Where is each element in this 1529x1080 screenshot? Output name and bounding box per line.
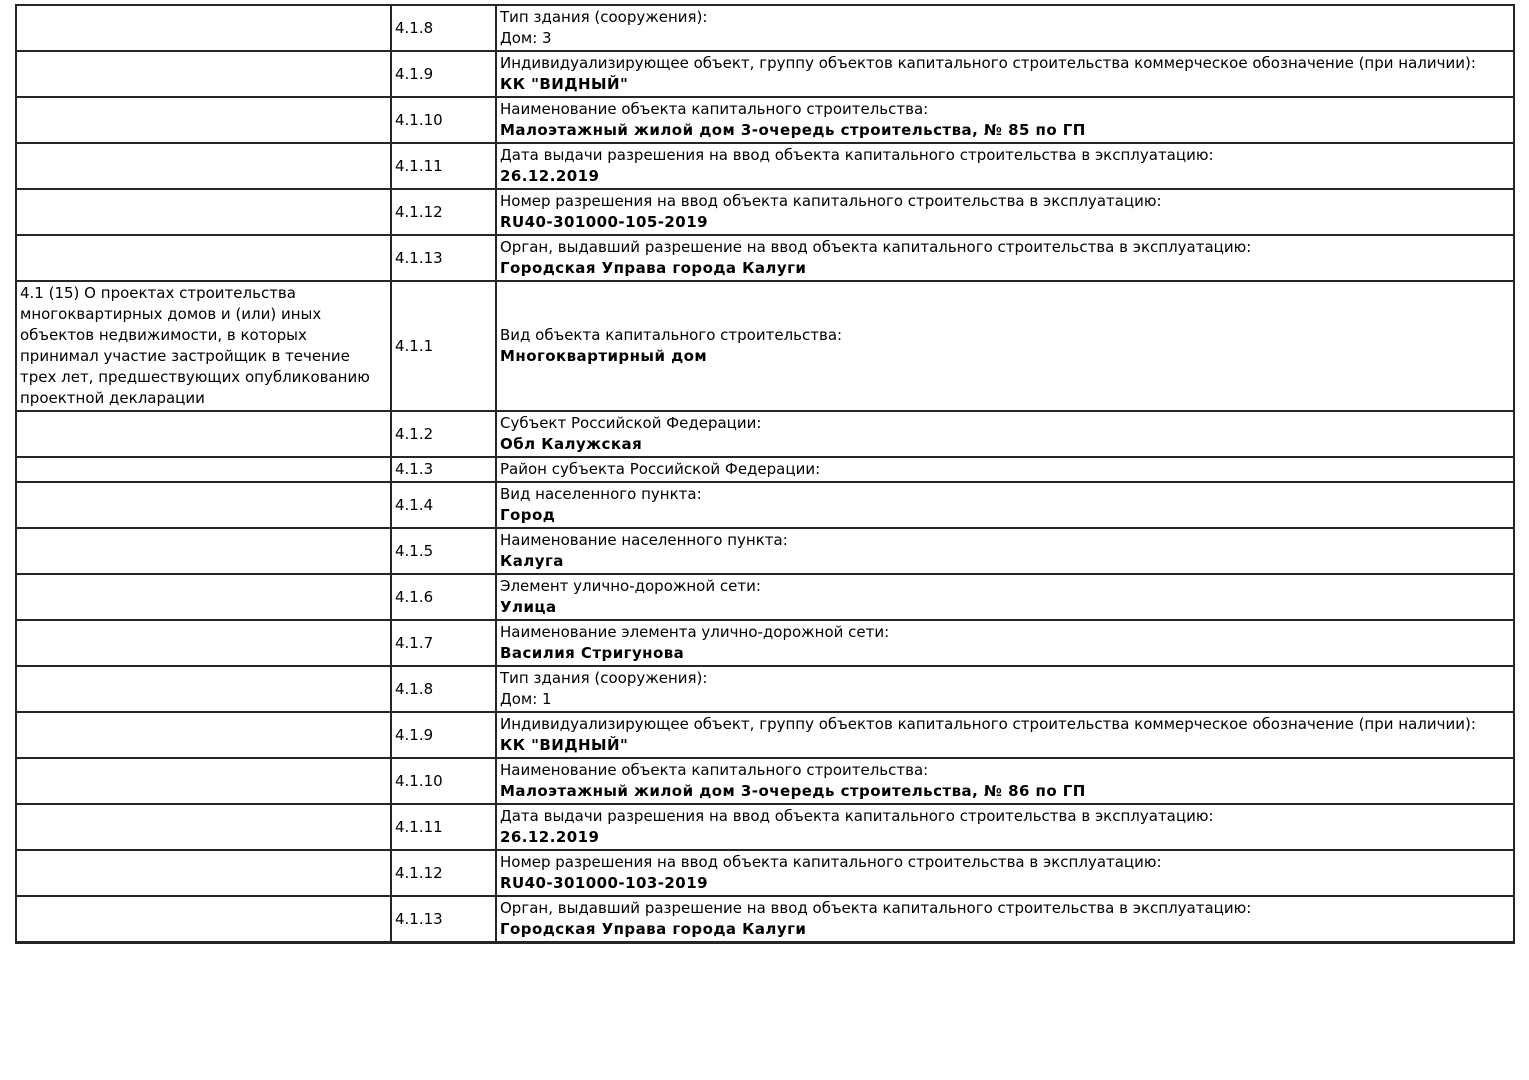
- value-cell: [496, 666, 1514, 712]
- item-number: 4.1.10: [395, 771, 443, 790]
- field-value: Дом: 3: [500, 29, 552, 47]
- item-number: 4.1.7: [395, 633, 434, 652]
- table-row: [16, 850, 1514, 896]
- section-cell: [16, 850, 391, 896]
- field-label: Наименование объекта капитального строительства:: [500, 100, 929, 118]
- item-number-cell: [391, 666, 496, 712]
- item-number-cell: [391, 574, 496, 620]
- table-row: [16, 235, 1514, 281]
- item-number-cell: [391, 97, 496, 143]
- value-cell: [496, 143, 1514, 189]
- section-cell: [16, 51, 391, 97]
- item-number-cell: [391, 758, 496, 804]
- item-number-cell: [391, 143, 496, 189]
- value-cell: [496, 758, 1514, 804]
- item-number-cell: [391, 5, 496, 51]
- field-label: Наименование населенного пункта:: [500, 531, 788, 549]
- item-number: 4.1.9: [395, 64, 434, 83]
- section-cell: [16, 143, 391, 189]
- field-label: Субъект Российской Федерации:: [500, 414, 762, 432]
- table-row: [16, 97, 1514, 143]
- project-declaration-table: [15, 4, 1515, 944]
- table-row: [16, 482, 1514, 528]
- table-row: [16, 528, 1514, 574]
- field-label: Дата выдачи разрешения на ввод объекта капитального строительства в эксплуатацию:: [500, 807, 1214, 825]
- item-number: 4.1.8: [395, 18, 434, 37]
- item-number-cell: [391, 896, 496, 943]
- field-label: Тип здания (сооружения):: [500, 669, 708, 687]
- section-cell: [16, 896, 391, 943]
- value-cell: [496, 896, 1514, 943]
- section-cell: [16, 620, 391, 666]
- declaration-table-body: [16, 5, 1514, 943]
- section-cell: [16, 758, 391, 804]
- item-number: 4.1.8: [395, 679, 434, 698]
- item-number-cell: [391, 482, 496, 528]
- field-label: Вид населенного пункта:: [500, 485, 702, 503]
- section-cell: [16, 5, 391, 51]
- section-cell: [16, 666, 391, 712]
- field-label: Номер разрешения на ввод объекта капитального строительства в эксплуатацию:: [500, 192, 1162, 210]
- item-number: 4.1.11: [395, 156, 443, 175]
- field-value: Калуга: [500, 552, 564, 570]
- field-value: RU40-301000-103-2019: [500, 874, 708, 892]
- table-row: [16, 5, 1514, 51]
- field-value: RU40-301000-105-2019: [500, 213, 708, 231]
- table-row: [16, 758, 1514, 804]
- value-cell: [496, 411, 1514, 457]
- item-number-cell: [391, 620, 496, 666]
- item-number: 4.1.13: [395, 248, 443, 267]
- table-row: [16, 51, 1514, 97]
- value-cell: [496, 97, 1514, 143]
- value-cell: [496, 51, 1514, 97]
- table-row: [16, 189, 1514, 235]
- section-cell: [16, 528, 391, 574]
- value-cell: [496, 281, 1514, 411]
- item-number: 4.1.10: [395, 110, 443, 129]
- item-number: 4.1.1: [395, 336, 434, 355]
- section-cell: [16, 482, 391, 528]
- field-label: Тип здания (сооружения):: [500, 8, 708, 26]
- item-number-cell: [391, 189, 496, 235]
- item-number-cell: [391, 457, 496, 482]
- field-value: Малоэтажный жилой дом 3-очередь строительства, № 85 по ГП: [500, 121, 1086, 139]
- item-number: 4.1.13: [395, 909, 443, 928]
- field-label: Индивидуализирующее объект, группу объектов капитального строительства коммерческое обозначение (при наличии):: [500, 54, 1476, 72]
- table-row: [16, 411, 1514, 457]
- section-cell: [16, 712, 391, 758]
- field-label: Наименование объекта капитального строительства:: [500, 761, 929, 779]
- value-cell: [496, 850, 1514, 896]
- table-row: [16, 620, 1514, 666]
- value-cell: [496, 712, 1514, 758]
- field-label: Дата выдачи разрешения на ввод объекта капитального строительства в эксплуатацию:: [500, 146, 1214, 164]
- section-cell: [16, 97, 391, 143]
- item-number: 4.1.9: [395, 725, 434, 744]
- table-row: [16, 712, 1514, 758]
- table-row: [16, 896, 1514, 943]
- value-cell: [496, 574, 1514, 620]
- item-number-cell: [391, 804, 496, 850]
- field-value: Улица: [500, 598, 557, 616]
- field-label: Орган, выдавший разрешение на ввод объекта капитального строительства в эксплуатацию:: [500, 899, 1252, 917]
- section-cell: [16, 457, 391, 482]
- item-number-cell: [391, 281, 496, 411]
- value-cell: [496, 5, 1514, 51]
- item-number-cell: [391, 51, 496, 97]
- item-number: 4.1.11: [395, 817, 443, 836]
- table-row: [16, 666, 1514, 712]
- field-label: Элемент улично-дорожной сети:: [500, 577, 761, 595]
- item-number: 4.1.5: [395, 541, 434, 560]
- field-label: Район субъекта Российской Федерации:: [500, 460, 821, 478]
- item-number-cell: [391, 235, 496, 281]
- field-label: Наименование элемента улично-дорожной сети:: [500, 623, 890, 641]
- item-number: 4.1.4: [395, 495, 434, 514]
- item-number: 4.1.3: [395, 460, 434, 478]
- field-label: Вид объекта капитального строительства:: [500, 326, 843, 344]
- item-number: 4.1.12: [395, 863, 443, 882]
- item-number-cell: [391, 411, 496, 457]
- field-value: КК "ВИДНЫЙ": [500, 736, 629, 754]
- value-cell: [496, 620, 1514, 666]
- section-cell: [16, 411, 391, 457]
- item-number: 4.1.6: [395, 587, 434, 606]
- field-value: Городская Управа города Калуги: [500, 259, 807, 277]
- value-cell: [496, 528, 1514, 574]
- table-row: [16, 457, 1514, 482]
- section-cell: 4.1 (15) О проектах строительства многоквартирных домов и (или) иных объектов недвижимости, в которых принимал участие застройщик в течение трех лет, предшествующих опубликованию проектной декларации: [16, 281, 391, 411]
- field-value: Городская Управа города Калуги: [500, 920, 807, 938]
- field-value: Малоэтажный жилой дом 3-очередь строительства, № 86 по ГП: [500, 782, 1086, 800]
- value-cell: [496, 457, 1514, 482]
- field-value: 26.12.2019: [500, 828, 600, 846]
- field-value: 26.12.2019: [500, 167, 600, 185]
- field-value: КК "ВИДНЫЙ": [500, 75, 629, 93]
- field-value: Обл Калужская: [500, 435, 643, 453]
- field-value: Дом: 1: [500, 690, 552, 708]
- item-number-cell: [391, 712, 496, 758]
- section-cell: [16, 574, 391, 620]
- table-row: [16, 574, 1514, 620]
- section-cell: [16, 235, 391, 281]
- field-value: Город: [500, 506, 556, 524]
- value-cell: [496, 482, 1514, 528]
- field-label: Номер разрешения на ввод объекта капитального строительства в эксплуатацию:: [500, 853, 1162, 871]
- table-row: [16, 281, 1514, 411]
- value-cell: [496, 189, 1514, 235]
- section-cell: [16, 804, 391, 850]
- item-number-cell: [391, 528, 496, 574]
- item-number: 4.1.12: [395, 202, 443, 221]
- field-value: Многоквартирный дом: [500, 347, 708, 365]
- section-cell: [16, 189, 391, 235]
- value-cell: [496, 804, 1514, 850]
- table-row: [16, 143, 1514, 189]
- field-label: Орган, выдавший разрешение на ввод объекта капитального строительства в эксплуатацию:: [500, 238, 1252, 256]
- field-label: Индивидуализирующее объект, группу объектов капитального строительства коммерческое обозначение (при наличии):: [500, 715, 1476, 733]
- table-row: [16, 804, 1514, 850]
- field-value: Василия Стригунова: [500, 644, 685, 662]
- value-cell: [496, 235, 1514, 281]
- item-number-cell: [391, 850, 496, 896]
- item-number: 4.1.2: [395, 424, 434, 443]
